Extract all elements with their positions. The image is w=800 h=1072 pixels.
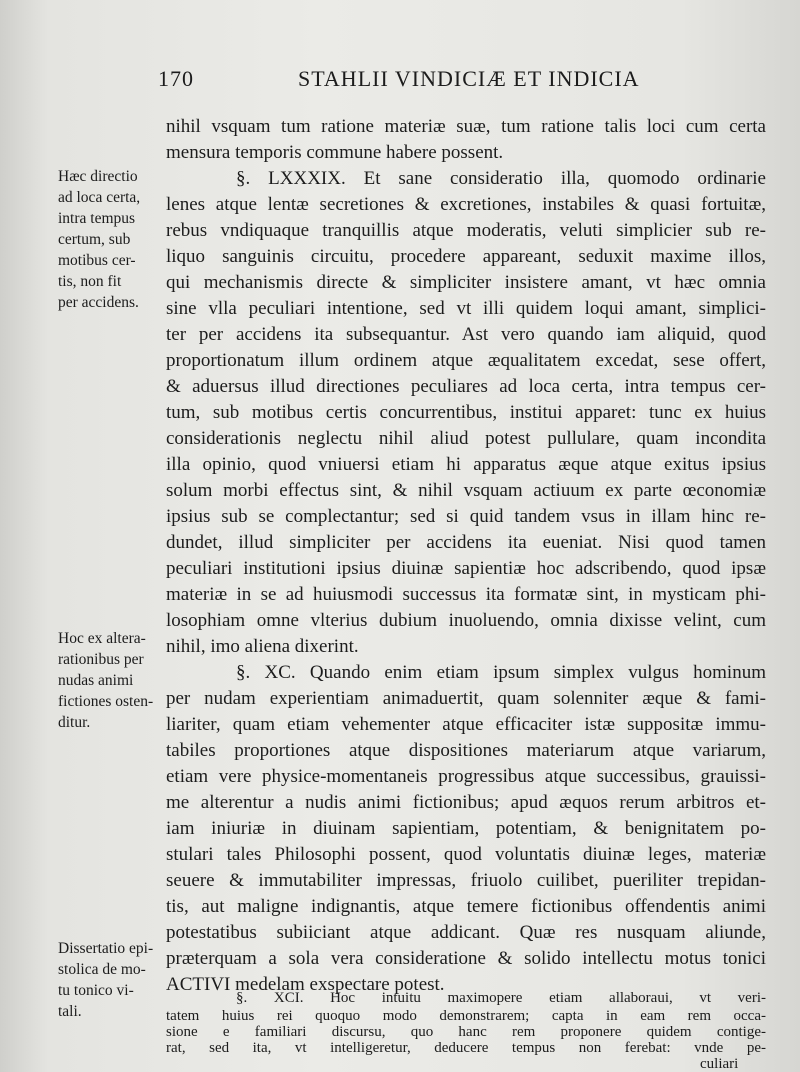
text-line: etiam vere physice-momentaneis progressibus atque successibus, grauissi- (166, 766, 766, 787)
text-line: culiari (700, 1056, 739, 1072)
text-line: nihil, imo aliena dixerint. (166, 636, 359, 657)
text-line: præterquam a sola vera consideratione & solido intellectu motus tonici (166, 948, 766, 969)
text-line: qui mechanismis directe & simpliciter insistere amant, vt hæc omnia (166, 272, 766, 293)
margin-note-line: Dissertatio epi- (58, 940, 154, 957)
text-line: rat, sed ita, vt intelligeretur, deducere tempus non ferebat: vnde pe- (166, 1040, 766, 1056)
margin-note-line: Hoc ex altera- (58, 630, 146, 647)
text-line: tum, sub motibus certis concurrentibus, institui apparet: tunc ex huius (166, 402, 766, 423)
margin-note-line: nudas animi (58, 672, 134, 689)
text-line: solum morbi effectus sint, & nihil vsquam actiuum ex parte œconomiæ (166, 480, 766, 501)
margin-note-line: intra tempus (58, 210, 136, 227)
margin-note-line: stolica de mo- (58, 961, 146, 978)
section-heading-line: §. XC. Quando enim etiam ipsum simplex vulgus hominum (236, 662, 766, 683)
text-line: ter per accidens ita subsequantur. Ast vero quando iam aliquid, quod (166, 324, 766, 345)
margin-note-line: tu tonico vi- (58, 982, 134, 999)
text-line: sione e familiari discursu, quo hanc rem proponere quidem contige- (166, 1024, 766, 1040)
section-heading-line: §. LXXXIX. Et sane consideratio illa, quomodo ordinarie (236, 168, 766, 189)
text-line: tis, aut maligne indignantis, atque temere fictionibus offendentis animi (166, 896, 766, 917)
margin-note-line: rationibus per (58, 651, 144, 668)
margin-note (58, 938, 170, 1022)
text-line: dundet, illud simpliciter per accidens ita eueniat. Nisi quod tamen (166, 532, 766, 553)
text-line: ACTIVI medelam exspectare potest. (166, 974, 445, 995)
text-line: ipsius sub se complectantur; sed si quid tandem vsus in illam hinc re- (166, 506, 766, 527)
section-heading-line: §. XCI. Hoc intuitu maximopere etiam allaboraui, vt veri- (236, 990, 766, 1006)
text-line: me alterentur a nudis animi fictionibus; apud æquos rerum arbitros et- (166, 792, 766, 813)
text-line: sine vlla peculiari intentione, sed vt illi quidem loqui amant, simplici- (166, 298, 766, 319)
text-line: lenes atque lentæ secretiones & excretiones, instabiles & quasi fortuitæ, (166, 194, 766, 215)
margin-note-line: ad loca certa, (58, 189, 141, 206)
text-line: stulari tales Philosophi possent, quod voluntatis diuinæ leges, materiæ (166, 844, 766, 865)
text-line: liariter, quam etiam vehementer atque efficaciter istæ suppositæ immu- (166, 714, 766, 735)
text-line: losophiam omne vlterius dubium inuoluendo, omnia dixisse velint, cum (166, 610, 766, 631)
text-line: potestatibus subiiciant atque addicant. Quæ res nusquam aliunde, (166, 922, 766, 943)
margin-note-line: tali. (58, 1003, 82, 1020)
margin-note-line: ditur. (58, 714, 91, 731)
text-line: materiæ in se ad huiusmodi successus ita formatæ sint, in mysticam phi- (166, 584, 766, 605)
text-line: & aduersus illud directiones peculiares ad loca certa, intra tempus cer- (166, 376, 766, 397)
margin-note (58, 166, 170, 313)
running-title: STAHLII VINDICIÆ ET INDICIA (298, 66, 640, 91)
margin-note-line: tis, non fit (58, 273, 122, 290)
text-line: seuere & immutabiliter impressas, friuolo cuilibet, pueriliter trepidan- (166, 870, 766, 891)
text-line: iam iniuriæ in diuinam sapientiam, potentiam, & benignitatem po- (166, 818, 766, 839)
margin-note-line: fictiones osten- (58, 693, 154, 710)
text-line: per nudam experientiam animaduertit, quam solenniter æque & fami- (166, 688, 766, 709)
text-line: proportionatum illum ordinem atque æqualitatem excedat, sese offert, (166, 350, 766, 371)
text-line: rebus vndiquaque tranquillis atque moderatis, veluti simplicier sub re- (166, 220, 766, 241)
text-line: tatem huius rei quoquo modo demonstrarem; capta in eam rem occa- (166, 1008, 766, 1024)
text-line: considerationis neglectu nihil aliud potest pullulare, quam incondita (166, 428, 766, 449)
margin-note-line: Hæc directio (58, 168, 138, 185)
text-line: nihil vsquam tum ratione materiæ suæ, tum ratione talis loci cum certa (166, 116, 766, 137)
margin-note-line: motibus cer- (58, 252, 136, 269)
page-header (158, 66, 770, 102)
text-line: liquo sanguinis circuitu, procedere appareant, seduxit maxime illos, (166, 246, 766, 267)
page-number: 170 (158, 66, 194, 91)
text-line: illa opinio, quod vniuersi etiam hi apparatus æque atque exitus ipsius (166, 454, 766, 475)
margin-note (58, 628, 170, 733)
text-line: peculiari institutioni ipsius diuinæ sapientiæ hoc adscribendo, quod ipsæ (166, 558, 766, 579)
text-line: tabiles proportiones atque dispositiones materiarum atque variarum, (166, 740, 766, 761)
margin-note-line: certum, sub (58, 231, 131, 248)
text-line: mensura temporis commune habere possent. (166, 142, 504, 163)
margin-note-line: per accidens. (58, 294, 139, 311)
